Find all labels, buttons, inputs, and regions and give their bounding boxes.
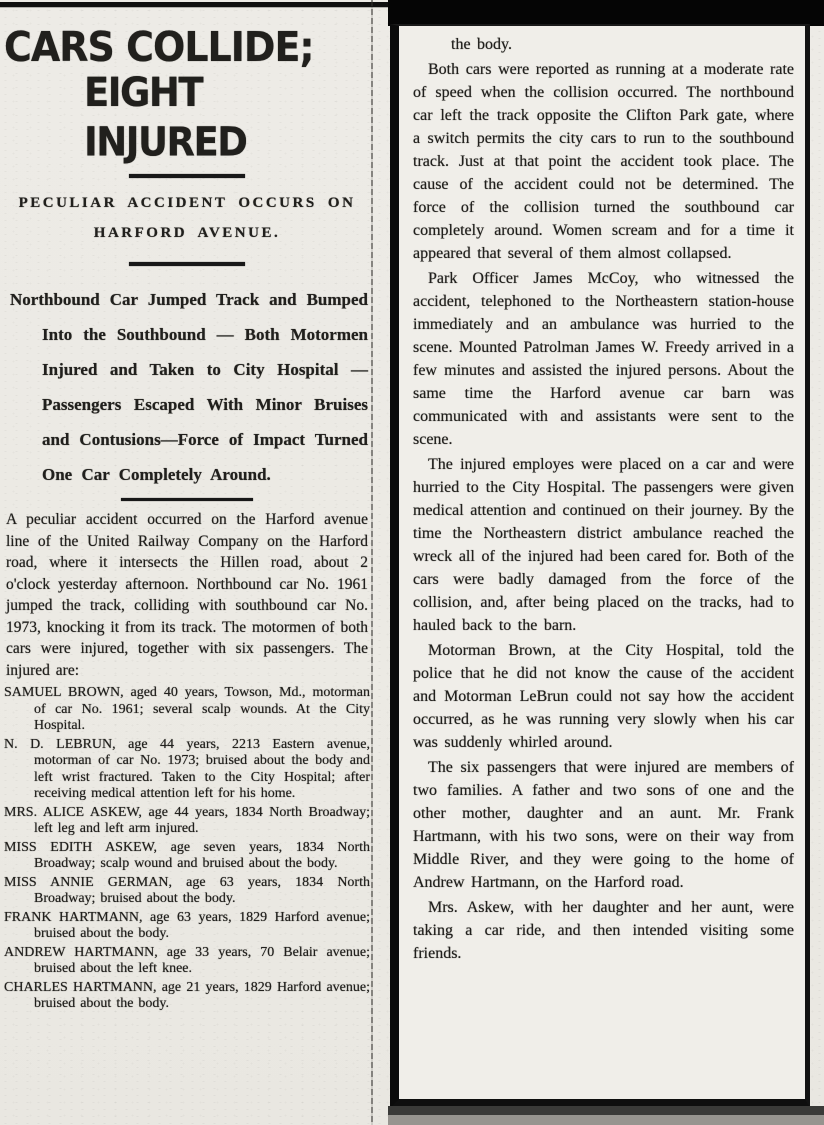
right-column	[390, 24, 810, 1108]
injured-list-item: MISS EDITH ASKEW, age seven years, 1834 North Broadway; scalp wound and bruised about the body.	[4, 839, 370, 871]
injured-list-item: FRANK HARTMANN, age 63 years, 1829 Harford avenue; bruised about the body.	[4, 909, 370, 941]
headline-line2: EIGHT INJURED	[84, 69, 247, 166]
column-divider-rule	[371, 0, 373, 1125]
top-edge-bar-right	[388, 0, 824, 26]
article-paragraph: Mrs. Askew, with her daughter and her aunt, were taking a car ride, and then intended visiting some friends.	[413, 899, 794, 962]
article-paragraph: Park Officer James McCoy, who witnessed the accident, telephoned to the Northeastern station-house immediately and an ambulance was hurried to the scene. Mounted Patrolman James W. Freedy arrived in a few minutes and assisted the injured persons. About the same time the Harford avenue car barn was communicated with and assistants were sent to the scene.	[413, 270, 794, 448]
left-column	[0, 0, 372, 1125]
injured-list-item: CHARLES HARTMANN, age 21 years, 1829 Harford avenue; bruised about the body.	[4, 979, 370, 1011]
subhead-divider-rule	[129, 262, 245, 266]
scan-edge-bottom	[388, 1106, 824, 1125]
subhead-line2: HARFORD AVENUE.	[93, 225, 281, 241]
continuation-fragment: the body.	[451, 36, 513, 53]
subhead-line1: PECULIAR ACCIDENT OCCURS ON	[18, 195, 356, 211]
injured-list-item: SAMUEL BROWN, aged 40 years, Towson, Md., motorman of car No. 1961; several scalp wounds. At the City Hospital.	[4, 685, 370, 733]
article-paragraph: Motorman Brown, at the City Hospital, told the police that he did not know the cause of the accident and Motorman LeBrun could not say how the accident occurred, as he was running very slowly when his car was suddenly whirled around.	[413, 642, 794, 751]
lead-paragraph: A peculiar accident occurred on the Harford avenue line of the United Railway Company on the Harford road, where it intersects the Hillen road, about 2 o'clock yesterday afternoon. Northbound car No. 1961 jumped the track, colliding with southbound car No. 1973, knocking it from its track. The motormen of both cars were injured, together with six passengers. The injured are:	[6, 511, 368, 679]
deck-divider-rule	[121, 498, 253, 501]
headline-line1: CARS COLLIDE;	[4, 23, 314, 71]
article-paragraph: Both cars were reported as running at a moderate rate of speed when the collision occurred. The northbound car left the track opposite the Clifton Park gate, where a switch permits the city cars to run to the southbound track. Just at that point the accident took place. The cause of the accident could not be determined. The force of the collision turned the southbound car completely around. Women scream and for a time it appeared that several of them almost collapsed.	[413, 61, 794, 262]
article-paragraph: The injured employes were placed on a car and were hurried to the City Hospital. The passengers were given medical attention and continued on their journey. By the time the Northeastern district ambulance reached the wreck all of the injured had been cared for. Both of the cars were badly damaged from the force of the collision, and, after being placed on the tracks, had to hauled back to the barn.	[413, 456, 794, 634]
headline-divider-rule	[129, 174, 245, 178]
injured-list	[4, 685, 370, 1013]
subhead	[4, 188, 370, 248]
injured-list-item: ANDREW HARTMANN, age 33 years, 70 Belair avenue; bruised about the left knee.	[4, 944, 370, 976]
injured-list-item: MISS ANNIE GERMAN, age 63 years, 1834 North Broadway; bruised about the body.	[4, 874, 370, 906]
injured-list-item: N. D. LEBRUN, age 44 years, 2213 Eastern avenue, motorman of car No. 1973; bruised about the body and left wrist fractured. Taken to the City Hospital; after receiving medical attention left for his home.	[4, 736, 370, 801]
injured-list-item: MRS. ALICE ASKEW, age 44 years, 1834 North Broadway; left leg and left arm injured.	[4, 804, 370, 836]
article-paragraph: The six passengers that were injured are members of two families. A father and two sons of one and the other mother, daughter and an aunt. Mr. Frank Hartmann, with his two sons, were on their way from Middle River, and they were going to the home of Andrew Hartmann, on the Harford road.	[413, 759, 794, 891]
headline	[4, 22, 370, 166]
deck-summary: Northbound Car Jumped Track and Bumped Into the Southbound — Both Motormen Injured and Taken to City Hospital — Passengers Escaped With Minor Bruises and Contusions—Force of Impact Turned One Car Completely Around.	[10, 290, 368, 484]
